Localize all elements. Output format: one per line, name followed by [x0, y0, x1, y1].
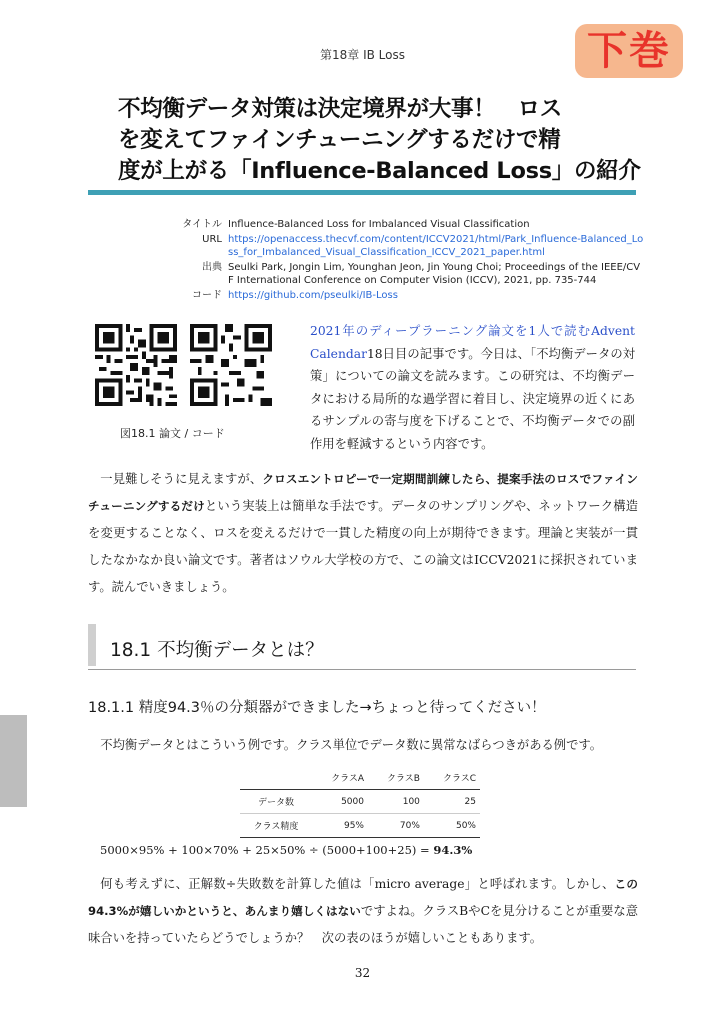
- table-header-cell: [240, 766, 312, 790]
- table-cell: 5000: [341, 796, 364, 807]
- meta-url-row: [160, 233, 645, 260]
- body-paragraph-1: [88, 466, 638, 601]
- table-header-cell: クラスB: [387, 774, 420, 784]
- table-row: [240, 790, 480, 814]
- class-data-table: [240, 766, 480, 838]
- title-line-1: 不均衡データ対策は決定境界が大事！ ロス: [118, 96, 563, 122]
- table-header-cell: クラスA: [331, 774, 364, 784]
- page-side-tab: [0, 715, 27, 807]
- subsection-heading: 18.1.1 精度94.3％の分類器ができました→ちょっと待ってください！: [88, 700, 546, 716]
- body-paragraph-3: [88, 871, 638, 952]
- figure-caption: 図18.1 論文 / コード: [120, 427, 225, 440]
- meta-source-value: Seulki Park, Jongin Lim, Younghan Jeon, Jin Young Choi; Proceedings of the IEEE/CVF International Conference on Computer Vision (ICCV), 2021, pp. 735-744: [228, 261, 641, 286]
- meta-source-row: [160, 261, 645, 288]
- formula-expression: 5000×95% + 100×70% + 25×50% ÷ (5000+100+25) =: [100, 843, 434, 857]
- title-line-2: を変えてファインチューニングするだけで精: [118, 127, 561, 153]
- meta-code-row: [160, 289, 645, 303]
- meta-code-link[interactable]: https://github.com/pseulki/IB-Loss: [228, 289, 398, 301]
- paragraph3-bold: この94.3%が嬉しいかというと、あんまり嬉しくはない: [88, 877, 638, 918]
- intro-paragraph: [310, 320, 635, 455]
- meta-title-label: タイトル: [182, 219, 222, 230]
- section-underline: [88, 669, 636, 670]
- table-header-row: [240, 766, 480, 790]
- paragraph3-after: ですよね。クラスBやCを見分けることが重要な意味合いを持っていたらどうでしょうか？ 次の表のほうが嬉しいこともあります。: [88, 904, 638, 945]
- section-accent-bar: [88, 624, 96, 666]
- paragraph1-after: という実装上は簡単な手法です。データのサンプリングや、ネットワーク構造を変更することなく、ロスを変えるだけで一貫した精度の向上が期待できます。理論と実装が一貫したなかなか良い論文です。著者はソウル大学校の方で、この論文はICCV2021に採択されています。読んでいきましょう。: [88, 499, 639, 594]
- paper-metadata: [160, 218, 645, 303]
- intro-text: 18日目の記事です。今日は、「不均衡データの対策」についての論文を読みます。この研究は、不均衡データにおける局所的な過学習に着目し、決定境界の近くにあるサンプルの寄与度を下げることで、不均衡データでの副作用を軽減するという内容です。: [310, 346, 635, 451]
- code-qr-code: [190, 324, 272, 406]
- paragraph3-before: 何も考えずに、正解数÷失敗数を計算した値は「micro average」と呼ばれます。しかし、: [100, 877, 615, 891]
- meta-url-link[interactable]: https://openaccess.thecvf.com/content/ICCV2021/html/Park_Influence-Balanced_Loss_for_Imbalanced_Visual_Classification_ICCV_2021_paper.html: [228, 233, 644, 258]
- section-title: 18.1 不均衡データとは？: [110, 640, 324, 661]
- advent-calendar-link[interactable]: 2021年のディープラーニング論文を1人で読むAdvent Calendar: [310, 324, 635, 361]
- formula-result: 94.3%: [433, 843, 473, 857]
- table-cell: 100: [402, 796, 420, 807]
- table-cell: 70%: [399, 820, 420, 831]
- page-number: 32: [354, 966, 371, 980]
- table-cell: 50%: [455, 820, 476, 831]
- meta-url-label: URL: [202, 233, 222, 245]
- table-cell: データ数: [258, 798, 295, 808]
- paragraph1-bold: クロスエントロピーで一定期間訓練したら、提案手法のロスでファインチューニングするだけ: [88, 472, 638, 513]
- body-paragraph-2: 不均衡データとはこういう例です。クラス単位でデータ数に異常なばらつきがある例です。: [100, 738, 603, 752]
- chapter-header: 第18章 IB Loss: [320, 48, 405, 62]
- table-header-cell: クラスC: [442, 774, 476, 784]
- meta-source-label: 出典: [202, 261, 222, 273]
- title-divider: [88, 190, 636, 195]
- meta-code-label: コード: [192, 289, 222, 301]
- article-title: [118, 94, 641, 187]
- accuracy-formula: [100, 843, 472, 857]
- table-cell: 25: [464, 796, 476, 807]
- title-line-3: 度が上がる「Influence-Balanced Loss」の紹介: [118, 158, 641, 184]
- meta-title-row: [160, 218, 645, 232]
- table-row: [240, 814, 480, 838]
- section-heading: [88, 624, 636, 670]
- table-cell: クラス精度: [253, 822, 299, 832]
- paper-qr-code: [95, 324, 177, 406]
- volume-badge: 下巻: [575, 24, 683, 78]
- table-cell: 95%: [343, 820, 364, 831]
- paragraph1-before: 一見難しそうに見えますが、: [100, 472, 263, 486]
- meta-title-value: Influence-Balanced Loss for Imbalanced Visual Classification: [228, 219, 530, 230]
